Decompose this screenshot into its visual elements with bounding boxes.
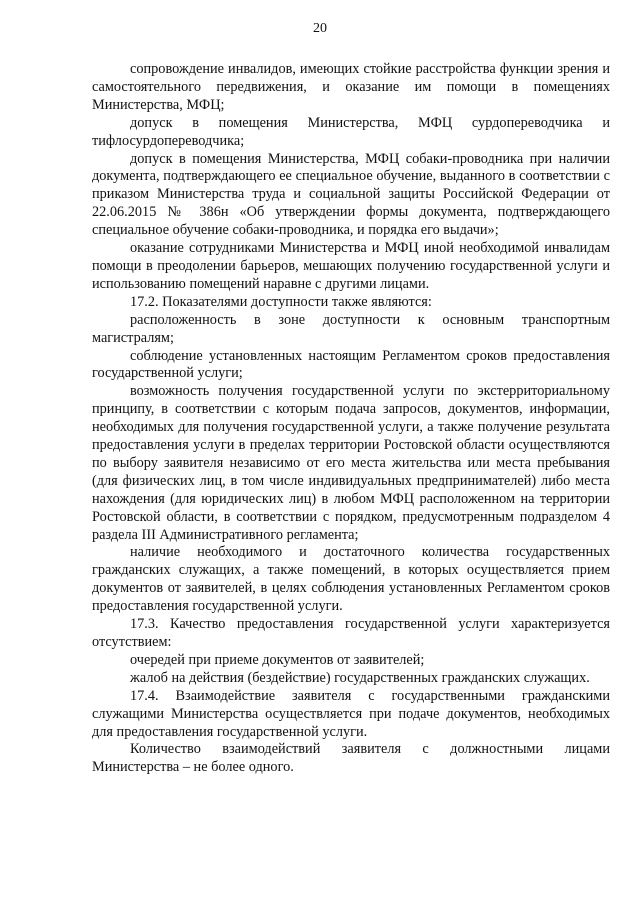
paragraph-guide-dog: допуск в помещения Министерства, МФЦ собаки-проводника при наличии документа, подтверждающего ее специальное обучение, выданного в соответствии с приказом Министерства труда и социальной защиты Российской Федерации от 22.06.2015 № 386н «Об утверждении формы документа, подтверждающего специальное обучение собаки-проводника, и порядка его выдачи»;	[92, 150, 610, 239]
paragraph-no-queues: очередей при приеме документов от заявителей;	[130, 651, 425, 668]
paragraph-no-complaints: жалоб на действия (бездействие) государственных гражданских служащих.	[130, 669, 590, 686]
paragraph-transport-access: расположенность в зоне доступности к основным транспортным магистралям;	[92, 311, 610, 346]
paragraph-assistance-escort: сопровождение инвалидов, имеющих стойкие расстройства функции зрения и самостоятельного передвижения, и оказание им помощи в помещениях Министерства, МФЦ;	[92, 61, 610, 113]
paragraph-sign-interpreter: допуск в помещения Министерства, МФЦ сурдопереводчика и тифлосурдопереводчика;	[92, 114, 610, 149]
paragraph-17-4-interaction: 17.4. Взаимодействие заявителя с государственными гражданскими служащими Министерства осуществляется при подаче документов, необходимых для предоставления государственной услуги.	[92, 687, 610, 740]
document-body	[92, 61, 610, 777]
paragraph-extraterritorial: возможность получения государственной услуги по экстерриториальному принципу, в соответствии с которым подача запросов, документов, информации, необходимых для получения государственной услуги, а также получение результата предоставления услуги в пределах территории Ростовской области осуществляются по выбору заявителя независимо от его места жительства или места пребывания (для физических лиц, в том числе индивидуальных предпринимателей) либо места нахождения (для юридических лиц) в любом МФЦ расположенном на территории Ростовской области, в соответствии с порядком, предусмотренным подразделом 4 раздела III Административного регламента;	[92, 383, 610, 543]
paragraph-17-3-quality: 17.3. Качество предоставления государственной услуги характеризуется отсутствием:	[92, 616, 610, 650]
paragraph-staffing: наличие необходимого и достаточного количества государственных гражданских служащих, а также помещений, в которых осуществляется прием документов от заявителей, в целях соблюдения установленных Регламентом сроков предоставления государственной услуги.	[92, 544, 610, 615]
paragraph-interaction-count: Количество взаимодействий заявителя с должностными лицами Министерства – не более одного.	[92, 741, 610, 776]
paragraph-17-2-heading: 17.2. Показателями доступности также являются:	[130, 293, 432, 310]
paragraph-other-assistance: оказание сотрудниками Министерства и МФЦ иной необходимой инвалидам помощи в преодолении барьеров, мешающих получению государственной услуги и использованию помещений наравне с другими лицами.	[92, 240, 610, 292]
paragraph-deadlines: соблюдение установленных настоящим Регламентом сроков предоставления государственной услуги;	[92, 347, 610, 382]
page-number: 20	[313, 21, 327, 36]
